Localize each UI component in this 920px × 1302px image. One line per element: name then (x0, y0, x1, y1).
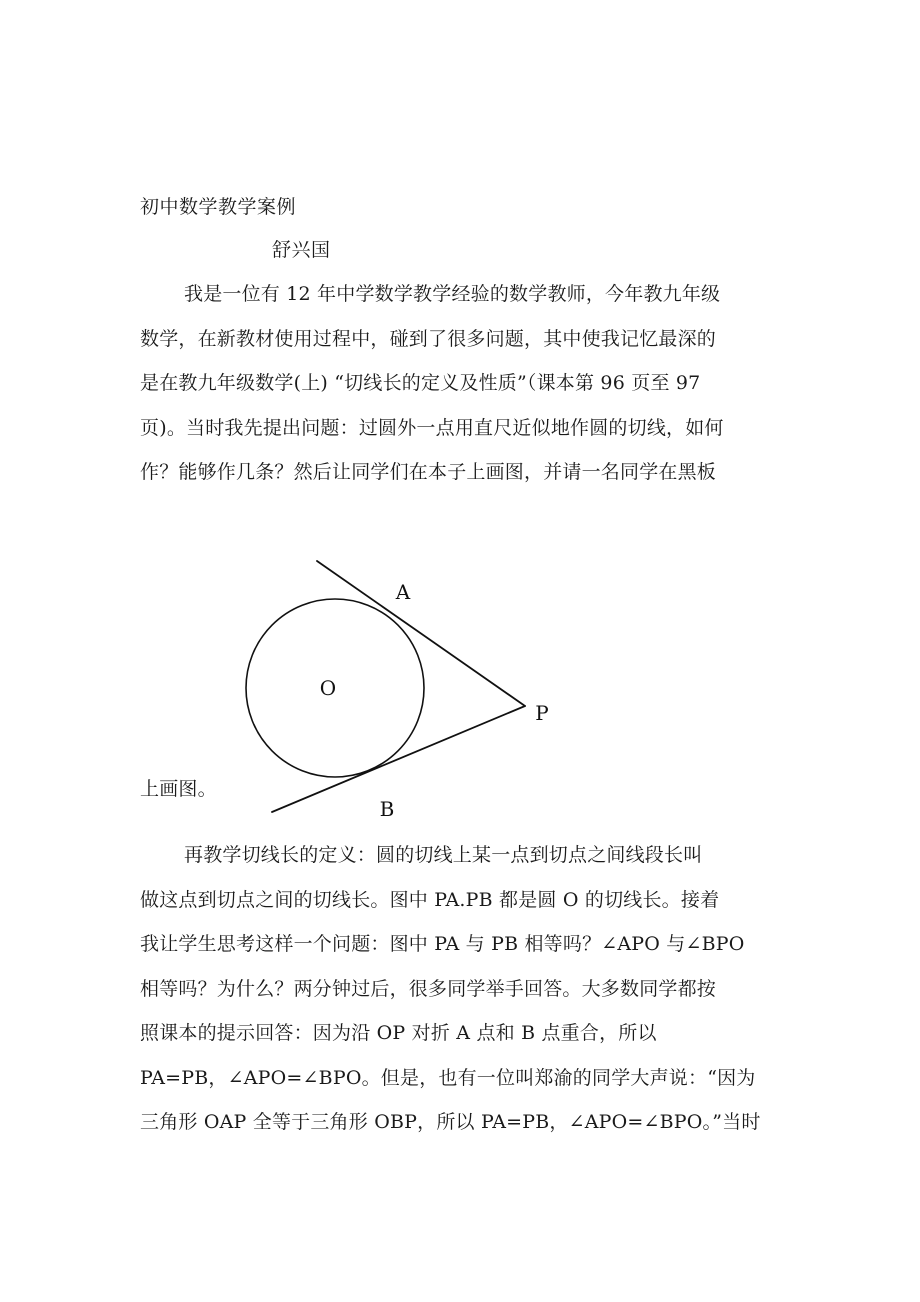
text-line: 相等吗？为什么？两分钟过后，很多同学举手回答。大多数同学都按 (140, 977, 717, 1000)
text-line: 三角形 OAP 全等于三角形 OBP，所以 PA=PB，∠APO=∠BPO。”当时 (140, 1111, 761, 1133)
label-point-b: B (379, 797, 395, 821)
text-line: 照课本的提示回答：因为沿 OP 对折 A 点和 B 点重合，所以 (140, 1022, 657, 1044)
tangent-line-lower (272, 706, 525, 812)
circle-tangent-diagram (236, 548, 576, 838)
text-line: 做这点到切点之间的切线长。图中 PA.PB 都是圆 O 的切线长。接着 (140, 888, 720, 911)
page-title: 初中数学教学案例 (140, 196, 297, 218)
text-line (140, 272, 784, 317)
text-line: PA=PB，∠APO=∠BPO。但是，也有一位叫郑渝的同学大声说：“因为 (140, 1066, 756, 1089)
text-line: 作？能够作几条？然后让同学们在本子上画图，并请一名同学在黑板 (140, 461, 717, 483)
text-line: 我让学生思考这样一个问题：图中 PA 与 PB 相等吗？∠APO 与∠BPO (140, 933, 745, 955)
paragraph-2 (140, 833, 784, 1145)
text-line: 页)。当时我先提出问题：过圆外一点用直尺近似地作圆的切线，如何 (140, 416, 724, 439)
text-line: 是在教九年级数学(上) “切线长的定义及性质”（课本第 96 页至 97 (140, 372, 701, 394)
geometry-figure (236, 548, 576, 838)
text-line: 数学，在新教材使用过程中，碰到了很多问题，其中使我记忆最深的 (140, 327, 717, 350)
tangent-line-upper (317, 561, 525, 706)
text-line (140, 833, 784, 878)
author-name: 舒兴国 (272, 239, 331, 261)
line-text: 我是一位有 12 年中学数学教学经验的数学教师，今年教九年级 (184, 283, 721, 305)
paragraph-1 (140, 272, 784, 495)
label-center-o: O (319, 676, 337, 700)
text-line: 上画图。 (140, 777, 217, 800)
label-point-a: A (395, 580, 411, 604)
line-text: 再教学切线长的定义：圆的切线上某一点到切点之间线段长叫 (184, 844, 703, 866)
label-point-p: P (535, 701, 549, 725)
